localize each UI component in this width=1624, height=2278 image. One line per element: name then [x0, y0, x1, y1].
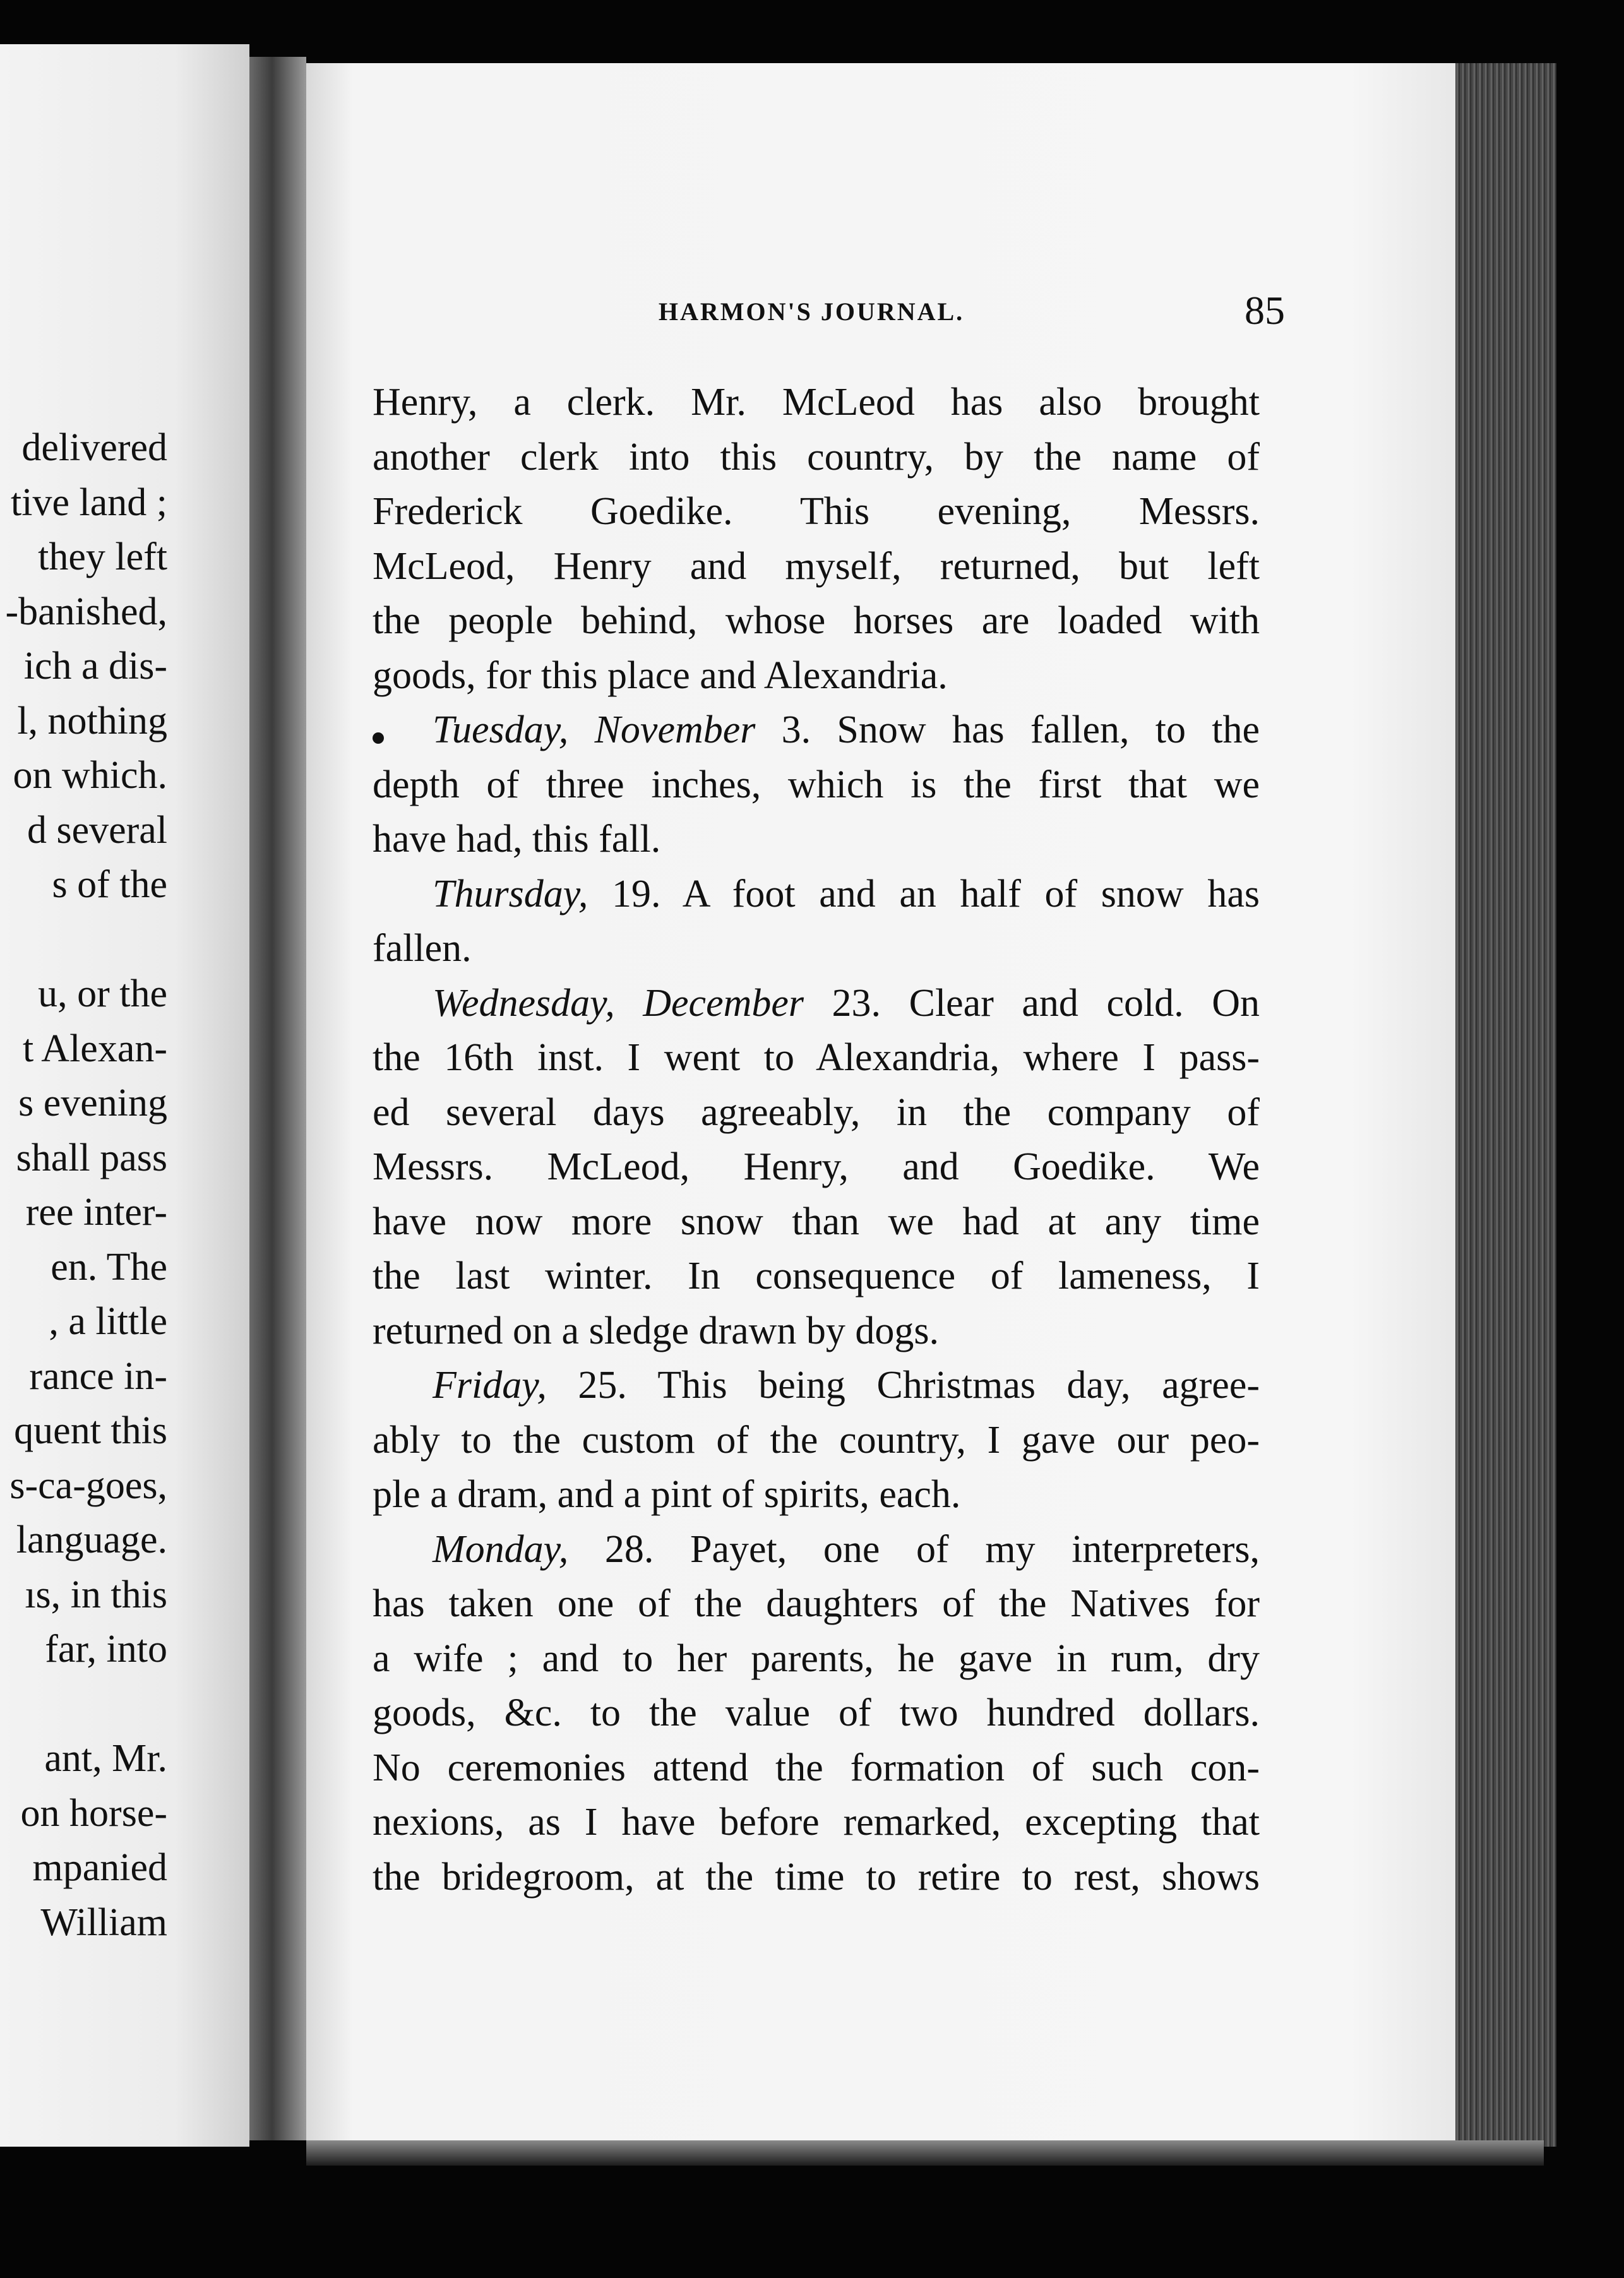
page-number: 85	[1245, 288, 1285, 333]
text-line: have now more snow than we had at any time	[373, 1200, 1260, 1243]
text-line: No ceremonies attend the formation of such con-	[373, 1746, 1260, 1789]
text-line: another clerk into this country, by the name of	[373, 435, 1260, 479]
facing-page-line: , a little	[49, 1300, 167, 1343]
journal-text	[373, 375, 1260, 1904]
facing-page-line	[0, 912, 167, 967]
page-fore-edge	[1455, 63, 1556, 2147]
facing-page-line: far, into	[45, 1628, 167, 1671]
facing-page-line: -banished,	[5, 590, 167, 633]
facing-page-line: u, or the	[38, 972, 167, 1015]
text-line: goods, &c. to the value of two hundred dollars.	[373, 1691, 1260, 1734]
facing-page-line: t Alexan-	[23, 1027, 167, 1070]
entry-date: Monday,	[433, 1527, 569, 1571]
facing-page-line: s evening	[18, 1082, 167, 1124]
facing-page-line: on which.	[13, 754, 167, 797]
entry-text: 23. Clear and cold. On	[804, 981, 1260, 1025]
entry-text: 25. This being Christmas day, agree-	[546, 1364, 1260, 1407]
text-line: the 16th inst. I went to Alexandria, where I pass-	[373, 1036, 1260, 1079]
text-line: the last winter. In consequence of lameness, I	[373, 1255, 1260, 1297]
text-line: have had, this fall.	[373, 818, 661, 861]
facing-page-left	[0, 44, 249, 2147]
facing-page-line: l, nothing	[17, 699, 167, 742]
facing-page-line: ree inter-	[25, 1191, 167, 1234]
facing-page-line: mpanied	[32, 1846, 167, 1889]
entry-text: 3. Snow has fallen, to the	[755, 708, 1260, 751]
text-line: the people behind, whose horses are loaded with	[373, 599, 1260, 642]
text-line: ed several days agreeably, in the company of	[373, 1090, 1260, 1134]
facing-page-line: delivered	[21, 426, 167, 469]
text-line: a wife ; and to her parents, he gave in rum, dry	[373, 1637, 1260, 1680]
facing-page-line: language.	[16, 1518, 167, 1561]
entry-date: Thursday,	[433, 872, 588, 915]
facing-page-text	[0, 420, 167, 1950]
facing-page-line	[0, 1677, 167, 1732]
text-line: fallen.	[373, 927, 472, 970]
facing-page-line: ich a dis-	[23, 645, 167, 688]
entry-text: 19. A foot and an half of snow has	[588, 872, 1260, 915]
facing-page-line: d several	[27, 808, 167, 852]
entry-first-line	[373, 703, 1260, 758]
facing-page-line: s of the	[52, 863, 167, 906]
entry-text: 28. Payet, one of my interpreters,	[568, 1527, 1260, 1571]
facing-page-line: ıs, in this	[25, 1573, 167, 1616]
facing-page-line: on horse-	[20, 1791, 167, 1835]
running-head: HARMON'S JOURNAL.	[658, 297, 965, 326]
facing-page-line: they left	[38, 535, 167, 578]
facing-page-line: ant, Mr.	[44, 1737, 167, 1780]
text-line: Messrs. McLeod, Henry, and Goedike. We	[373, 1145, 1260, 1188]
facing-page-line: en. The	[51, 1245, 167, 1289]
book-gutter	[249, 57, 306, 2140]
facing-page-line: s-ca-goes,	[9, 1464, 167, 1507]
facing-page-line: shall pass	[16, 1136, 167, 1179]
text-line: nexions, as I have before remarked, excepting that	[373, 1801, 1260, 1844]
text-line: has taken one of the daughters of the Natives for	[373, 1582, 1260, 1625]
entry-first-line	[373, 1522, 1260, 1577]
text-line: McLeod, Henry and myself, returned, but left	[373, 544, 1260, 588]
entry-date: Wednesday, December	[433, 981, 804, 1025]
entry-first-line	[373, 976, 1260, 1031]
text-line: ably to the custom of the country, I gave our peo-	[373, 1418, 1260, 1462]
facing-page-line: rance in-	[29, 1354, 167, 1398]
facing-page-line: quent this	[14, 1409, 167, 1452]
text-line: Henry, a clerk. Mr. McLeod has also brought	[373, 381, 1260, 424]
entry-first-line	[373, 867, 1260, 922]
entry-date: Tuesday, November	[433, 708, 756, 751]
text-line: the bridegroom, at the time to retire to rest, shows	[373, 1855, 1260, 1899]
text-line: Frederick Goedike. This evening, Messrs.	[373, 490, 1260, 533]
page-bottom-edge	[306, 2140, 1544, 2166]
entry-first-line	[373, 1358, 1260, 1413]
text-line: returned on a sledge drawn by dogs.	[373, 1309, 940, 1352]
text-line: goods, for this place and Alexandria.	[373, 653, 948, 697]
text-line: depth of three inches, which is the first that we	[373, 763, 1260, 806]
text-line: ple a dram, and a pint of spirits, each.	[373, 1473, 961, 1516]
facing-page-line: William	[40, 1900, 167, 1944]
entry-date: Friday,	[433, 1364, 547, 1407]
facing-page-line: tive land ;	[11, 480, 167, 524]
